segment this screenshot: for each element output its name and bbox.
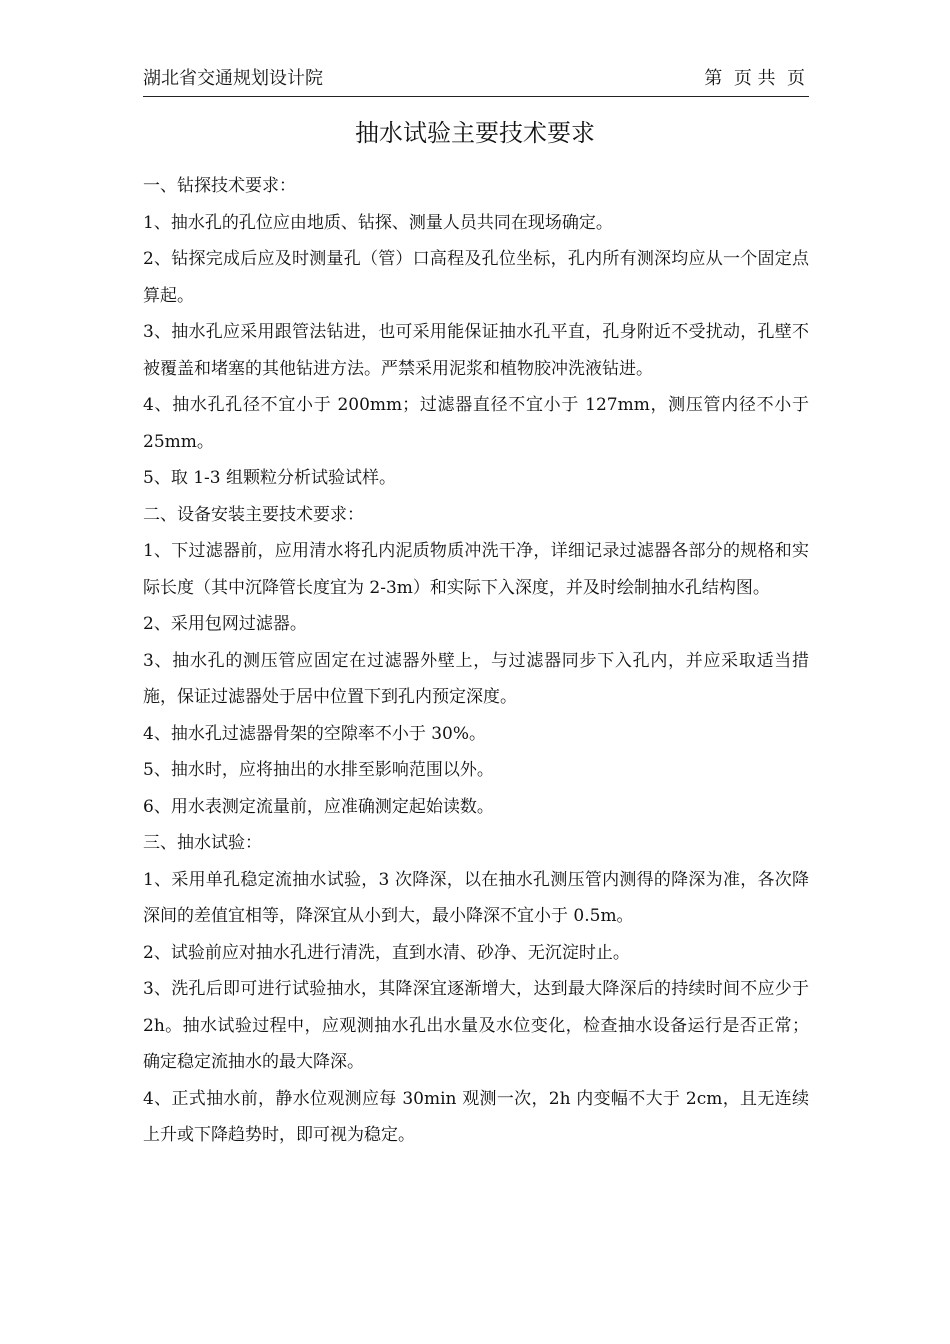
paragraph: 3、抽水孔应采用跟管法钻进，也可采用能保证抽水孔平直，孔身附近不受扰动，孔壁不被覆盖和堵塞的其他钻进方法。严禁采用泥浆和植物胶冲洗液钻进。: [143, 322, 809, 379]
paragraph: 1、下过滤器前，应用清水将孔内泥质物质冲洗干净，详细记录过滤器各部分的规格和实际长度（其中沉降管长度宜为 2-3m）和实际下入深度，并及时绘制抽水孔结构图。: [143, 541, 809, 598]
paragraph: 4、抽水孔孔径不宜小于 200mm；过滤器直径不宜小于 127mm，测压管内径不小于 25mm。: [143, 395, 809, 452]
page-number-label: 第 页 共 页: [704, 68, 805, 89]
page-header: [143, 66, 809, 97]
paragraph: 6、用水表测定流量前，应准确测定起始读数。: [143, 796, 494, 817]
section-heading-pumping-test: 三、抽水试验：: [143, 833, 262, 853]
paragraph: 5、取 1-3 组颗粒分析试验试样。: [143, 468, 396, 488]
paragraph: 4、抽水孔过滤器骨架的空隙率不小于 30%。: [143, 723, 487, 744]
document-body: [143, 168, 809, 1154]
paragraph: 4、正式抽水前，静水位观测应每 30min 观测一次，2h 内变幅不大于 2cm，且无连续上升或下降趋势时，即可视为稳定。: [143, 1088, 809, 1145]
section-heading-drilling: 一、钻探技术要求：: [143, 176, 296, 196]
institution-name: 湖北省交通规划设计院: [143, 68, 323, 89]
section-heading-equipment: 二、设备安装主要技术要求：: [143, 504, 364, 525]
paragraph: 1、抽水孔的孔位应由地质、钻探、测量人员共同在现场确定。: [143, 212, 613, 233]
paragraph: 3、洗孔后即可进行试验抽水，其降深宜逐渐增大，达到最大降深后的持续时间不应少于 2h。抽水试验过程中，应观测抽水孔出水量及水位变化，检查抽水设备运行是否正常；确定稳定流抽水的最大降深。: [143, 979, 809, 1072]
paragraph: 2、试验前应对抽水孔进行清洗，直到水清、砂净、无沉淀时止。: [143, 942, 630, 963]
paragraph: 1、采用单孔稳定流抽水试验，3 次降深，以在抽水孔测压管内测得的降深为准，各次降深间的差值宜相等，降深宜从小到大，最小降深不宜小于 0.5m。: [143, 869, 809, 926]
paragraph: 2、钻探完成后应及时测量孔（管）口高程及孔位坐标，孔内所有测深均应从一个固定点算起。: [143, 249, 809, 306]
paragraph: 5、抽水时，应将抽出的水排至影响范围以外。: [143, 760, 494, 780]
document-title: 抽水试验主要技术要求: [355, 119, 595, 147]
paragraph: 2、采用包网过滤器。: [143, 614, 307, 634]
paragraph: 3、抽水孔的测压管应固定在过滤器外壁上，与过滤器同步下入孔内，并应采取适当措施，保证过滤器处于居中位置下到孔内预定深度。: [143, 650, 809, 707]
